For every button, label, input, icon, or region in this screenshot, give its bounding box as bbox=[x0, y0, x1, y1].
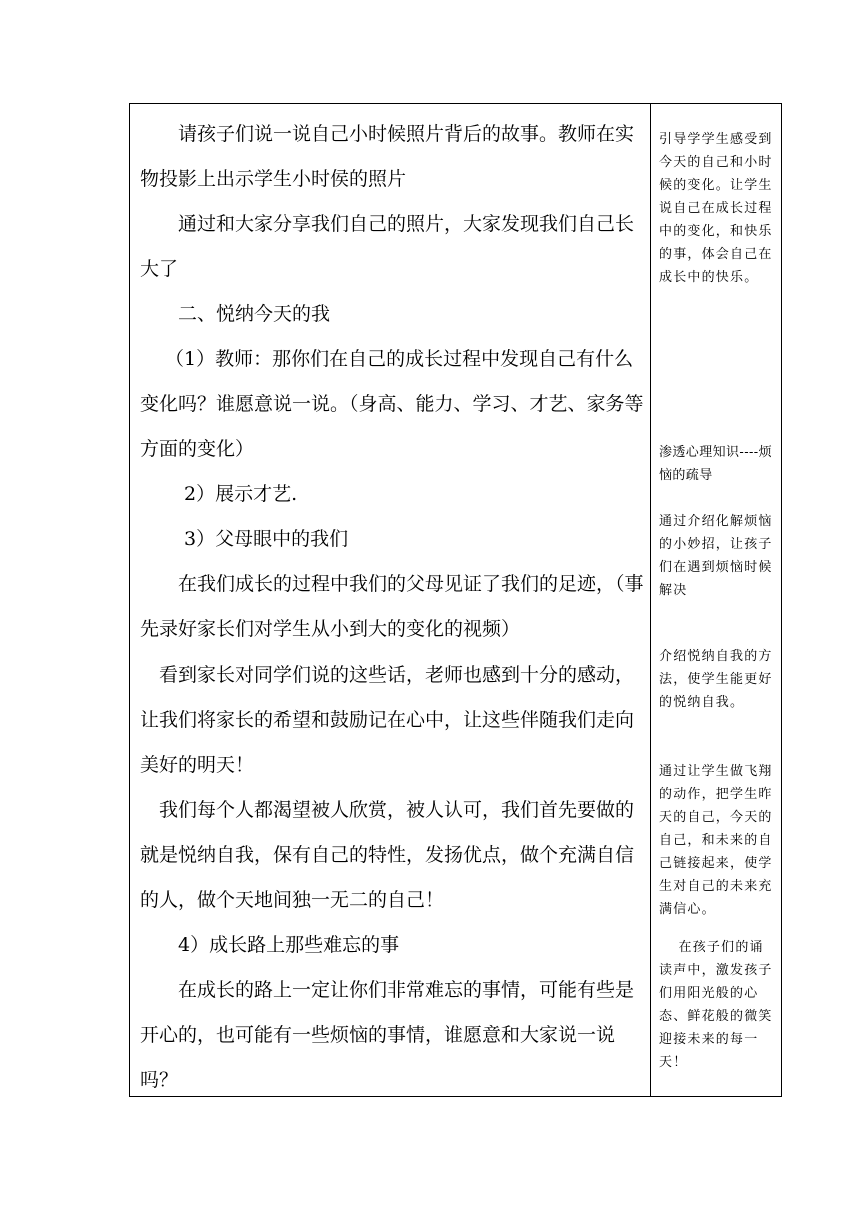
content-paragraph-9: 4）成长路上那些难忘的事 bbox=[140, 934, 400, 956]
content-paragraph-1: 请孩子们说一说自己小时候照片背后的故事。教师在实物投影上出示学生小时侯的照片 bbox=[140, 123, 635, 190]
design-note-2: 渗透心理知识----烦恼的疏导 bbox=[659, 445, 772, 483]
teaching-content-cell bbox=[130, 104, 651, 1097]
design-note-3: 通过介绍化解烦恼的小妙招，让孩子们在遇到烦恼时候解决 bbox=[659, 514, 773, 598]
content-paragraph-4: 2）展示才艺. bbox=[140, 483, 298, 505]
table-row bbox=[130, 104, 782, 1097]
design-note-4: 介绍悦纳自我的方法，使学生能更好的悦纳自我。 bbox=[659, 649, 773, 710]
design-notes-cell bbox=[651, 104, 782, 1097]
content-paragraph-3: （1）教师：那你们在自己的成长过程中发现自己有什么变化吗？谁愿意说一说。（身高、能力、学习、才艺、家务等方面的变化） bbox=[140, 348, 644, 460]
content-paragraph-2: 通过和大家分享我们自己的照片，大家发现我们自己长大了 bbox=[140, 213, 635, 280]
content-paragraph-8: 我们每个人都渴望被人欣赏，被人认可，我们首先要做的就是悦纳自我，保有自己的特性，发扬优点，做个充满自信的人，做个天地间独一无二的自己！ bbox=[140, 799, 635, 911]
content-paragraph-7: 看到家长对同学们说的这些话，老师也感到十分的感动，让我们将家长的希望和鼓励记在心中，让这些伴随我们走向美好的明天！ bbox=[140, 664, 635, 776]
design-note-1: 引导学学生感受到今天的自己和小时候的变化。让学生说自己在成长过程中的变化，和快乐的事，体会自己在成长中的快乐。 bbox=[659, 132, 773, 285]
content-paragraph-10: 在成长的路上一定让你们非常难忘的事情，可能有些是开心的，也可能有一些烦恼的事情，谁愿意和大家说一说吗？ bbox=[140, 979, 635, 1091]
content-paragraph-5: 3）父母眼中的我们 bbox=[140, 528, 349, 550]
section-heading: 二、悦纳今天的我 bbox=[140, 303, 331, 325]
lesson-plan-table bbox=[129, 103, 782, 1097]
design-note-6: 在孩子们的诵读声中，激发孩子们用阳光般的心态、鲜花般的微笑迎接未来的每一天！ bbox=[659, 940, 773, 1070]
design-note-5: 通过让学生做飞翔的动作，把学生昨天的自己，今天的自己，和未来的自己链接起来，使学生对自己的未来充满信心。 bbox=[659, 764, 773, 917]
content-paragraph-6: 在我们成长的过程中我们的父母见证了我们的足迹，（事先录好家长们对学生从小到大的变化的视频） bbox=[140, 573, 644, 640]
